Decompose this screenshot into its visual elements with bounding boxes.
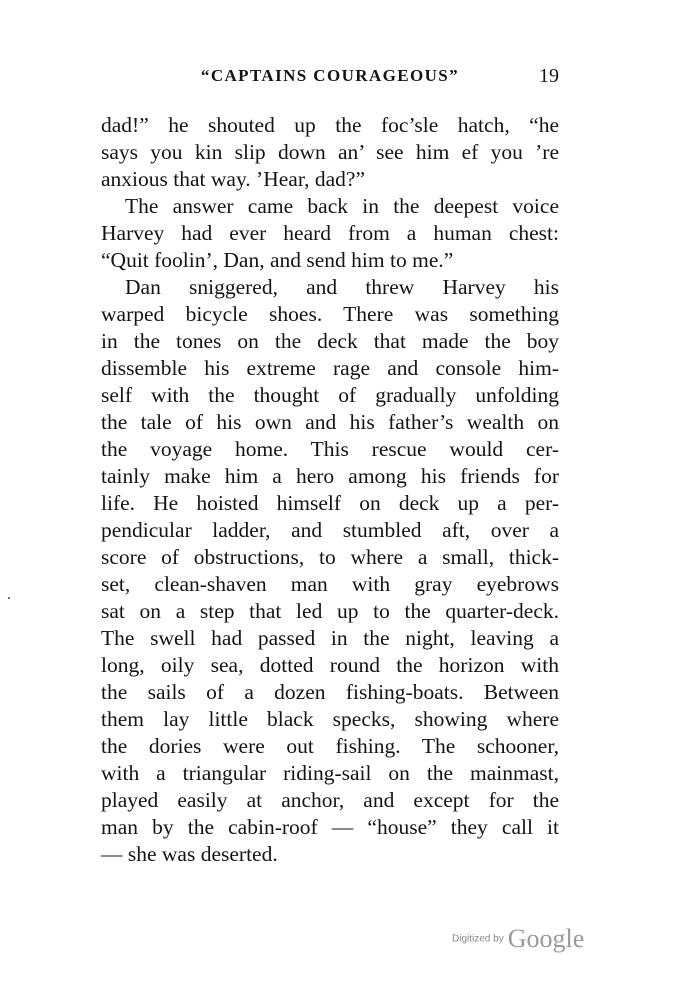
text-line: The answer came back in the deepest voice [125, 194, 559, 218]
running-title: “CAPTAINS COURAGEOUS” [200, 66, 460, 85]
text-line: life. He hoisted himself on deck up a per- [101, 491, 559, 515]
google-watermark [452, 924, 584, 954]
text-line: warped bicycle shoes. There was something [101, 302, 559, 326]
text-line: says you kin slip down an’ see him ef you ’re [101, 140, 559, 164]
text-line: Harvey had ever heard from a human chest: [101, 221, 559, 245]
page-number: 19 [539, 65, 559, 87]
text-line: “Quit foolin’, Dan, and send him to me.” [101, 248, 454, 272]
text-line: with a triangular riding-sail on the mainmast, [101, 761, 559, 785]
text-line: the sails of a dozen fishing-boats. Between [101, 680, 559, 704]
text-line: Dan sniggered, and threw Harvey his [125, 275, 559, 299]
text-line: in the tones on the deck that made the boy [101, 329, 559, 353]
running-head [101, 64, 559, 88]
watermark-prefix: Digitized by [452, 933, 504, 945]
google-logo: Google [507, 924, 585, 953]
body-text [101, 112, 559, 868]
text-line: the tale of his own and his father’s wealth on [101, 410, 559, 434]
margin-speck [8, 597, 10, 599]
text-line: anxious that way. ’Hear, dad?” [101, 167, 365, 191]
text-line: man by the cabin-roof — “house” they call it [101, 815, 559, 839]
text-line: — she was deserted. [101, 842, 278, 866]
text-line: set, clean-shaven man with gray eyebrows [101, 572, 559, 596]
text-line: them lay little black specks, showing where [101, 707, 559, 731]
text-line: played easily at anchor, and except for the [101, 788, 559, 812]
text-line: sat on a step that led up to the quarter-deck. [101, 599, 559, 623]
text-line: long, oily sea, dotted round the horizon with [101, 653, 559, 677]
text-line: The swell had passed in the night, leaving a [101, 626, 559, 650]
text-line: score of obstructions, to where a small, thick- [101, 545, 559, 569]
text-line: pendicular ladder, and stumbled aft, over a [101, 518, 559, 542]
text-line: tainly make him a hero among his friends for [101, 464, 559, 488]
text-line: the voyage home. This rescue would cer- [101, 437, 559, 461]
text-line: dissemble his extreme rage and console him- [101, 356, 559, 380]
text-line: the dories were out fishing. The schooner, [101, 734, 559, 758]
text-line: dad!” he shouted up the foc’sle hatch, “he [101, 113, 559, 137]
text-line: self with the thought of gradually unfolding [101, 383, 559, 407]
